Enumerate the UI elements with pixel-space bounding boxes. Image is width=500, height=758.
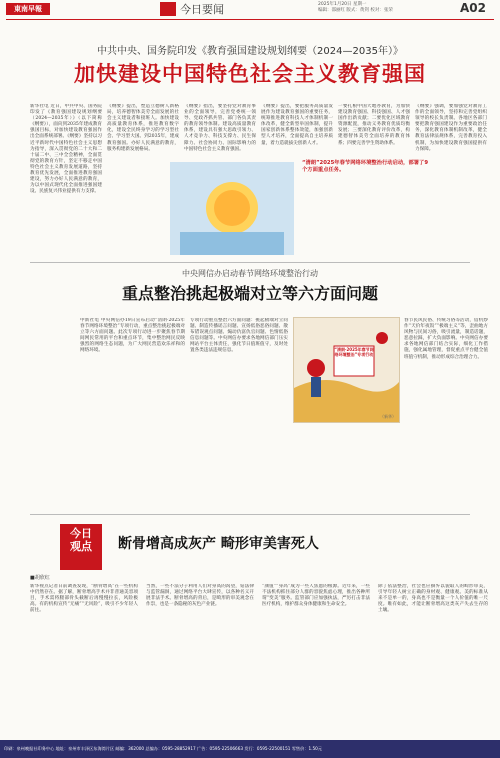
lead-column-3: 《纲要》指出，要坚持党对教育事业的全面领导，完善党委统一领导、党政齐抓共管、部门各负其责的教育领导体制。建设高质量教育体系，建设具有强大思政引领力、人才竞争力、科技支撑力、民生保障力、社会协同力、国际影响力的中国特色社会主义教育强国。 (184, 104, 256, 152)
masthead-rule (6, 19, 494, 20)
badge-line-1: 今日 (70, 527, 92, 540)
feature-column-3: 春节民风民俗、传统习俗等活动，借机炒作“天价年夜饭”“极端主义”等，歪曲地方风物与民间习俗，吸引流量，制造话题，恶意拉踩，扩大负面影响。中央网信办要求各地网信部门结合实际，细化工作措施，强化属地管理，督促重点平台健全值班值守机制，推动形成综合治理合力。 (404, 318, 488, 360)
lead-photo-caption: “清朗”2025年春节网络环境整治行动启动，部署了9个方面重点任务。 (302, 160, 429, 173)
footer-bar (0, 740, 500, 758)
lead-column-5: 一要扎根中国大地办教育，为加快建设教育强国、科技强国、人才强国作出新贡献；二要优化区域教育资源配置，推动义务教育优质均衡发展；三要深化教育评价改革，构建德智体美劳全面培养的教育体系；四要完善学生资助体系。 (338, 104, 410, 146)
badge-line-2: 观点 (70, 540, 92, 553)
newspaper-logo: 東南早報 (6, 3, 50, 15)
issue-info (318, 2, 438, 14)
section-marker-icon (160, 2, 176, 16)
commentary-headline: 断骨增高成灰产 畸形审美害死人 (118, 536, 319, 552)
commentary-badge (60, 524, 102, 570)
section-title: 今日要闻 (180, 3, 224, 16)
sun-illustration-icon (170, 162, 294, 255)
lead-column-6: 《纲要》强调，要加强党对教育工作的全面领导，坚持和完善党组织领导的校长负责制。各地区各部门要把教育强国建设作为重要政治任务，深化教育体制机制改革，健全教育法律法规体系，完善教育投入机制，为加快建设教育强国提供有力保障。 (415, 104, 487, 152)
lead-photo (170, 162, 294, 255)
footer-info: 印刷：泉州晚报社印务中心 地址：泉州市丰泽区东海湾片区 邮编：362000 总编办：0595-28852917 广告：0595-22506663 发行：0595-22500151 零售价：1.50元 (4, 746, 322, 751)
commentary-column-4: 除了依法整治，社会也应摒弃以貌取人的畸形审美，引导年轻人树立正确的身材观、健康观。美的标准从来不是单一的，身高也不是衡量一个人价值的唯一尺度。唯有如此，才能让断骨增高这类灰产失去生存的土壤。 (378, 584, 488, 614)
lead-column-4: 《纲要》提出，要把服务高质量发展作为建设教育强国的重要任务，统筹推进教育科技人才体制机制一体改革，健全新型举国体制，提升国家创新体系整体效能，加强创新型人才培养，全面提高自主培养质量，着力造就拔尖创新人才。 (261, 104, 333, 146)
campaign-illustration-icon (294, 318, 399, 422)
page-number: A02 (460, 1, 486, 15)
commentary-author: ■胡欣红 (30, 575, 50, 581)
commentary-column-3: “颜值”“身高”成为一些人焦虑的根源。近年来，一些不法机构抓住部分人群的容貌焦虑心理，推出各种所谓“变美”服务。监管部门应加强执法，严厉打击非法医疗机构，维护群众身体健康和生命安全。 (262, 584, 370, 608)
feature-headline: 重点整治挑起极端对立等六方面问题 (121, 284, 378, 303)
section-divider (30, 262, 470, 263)
feature-column-2: 专项行动重点整治六方面问题：挑起极端对立问题、制造传播谣言问题、宣扬低俗恶俗问题、散布错误观点问题、煽动仇富仇官问题、色情低俗信息问题等。中央网信办要求各地网信部门压实网站平台主体责任，强化节日值班值守，及时处置各类违法违规信息。 (190, 318, 288, 354)
feature-illustration (293, 317, 400, 423)
commentary-column-1: 新华视点记者日前调查发现，“断骨增高”在一些机构中仍然存在。据了解，断骨增高手术并非普通美容项目，手术需将腿部骨头截断后再慢慢拉长，风险极高。有的机构宣传“无痛”“无风险”，吸引不少年轻人前往。 (30, 584, 138, 614)
issue-date: 2025年1月20日 星期一 (318, 2, 367, 7)
issue-editors: 编辑：邵丽红 版式：黄剑 校对：张荣 (318, 8, 393, 13)
feature-kicker: 中央网信办启动春节网络环境整治行动 (182, 269, 318, 278)
lead-column-1: 新华社电 近日，中共中央、国务院印发了《教育强国建设规划纲要（2024—2035年）》（以下简称《纲要》），面向到2035年建成教育强国目标，对加快建设教育强国作出全面系统部署。《纲要》坚持以习近平新时代中国特色社会主义思想为指导，深入贯彻党的二十大和二十届二中、三中全会精神，全面贯彻党的教育方针，坚定不移走中国特色社会主义教育发展道路，坚持教育优先发展，全面推进教育强国建设，努力办好人民满意的教育，为以中国式现代化全面推进强国建设、民族复兴伟业提供有力支撑。 (30, 104, 102, 195)
illustration-credit: （新华） (380, 414, 396, 419)
section-divider (30, 514, 470, 515)
lead-headline: 加快建设中国特色社会主义教育强国 (74, 62, 426, 86)
commentary-column-2: 当然，一些不法分子利用人们对身高的渴望，钻法律与监管漏洞，通过网络平台大肆宣传，以各种名义开展非法手术。断骨增高的背后，是畸形的审美观念在作祟，也是一条隐秘的灰色产业链。 (146, 584, 254, 608)
feature-column-1: 中新社电 中央网信办19日宣布启动“清朗·2025年春节网络环境整治”专项行动，重点整治挑起极端对立等六方面问题。此次专项行动进一步聚焦春节期间网民常用的平台和重点环节，集中整治网民反映强烈的网络生态问题，为广大网民营造欢乐祥和的网络环境。 (80, 318, 185, 354)
campaign-poster-text: “清朗·2025年春节网络环境整治”专项行动 (334, 347, 374, 357)
lead-kicker: 中共中央、国务院印发《教育强国建设规划纲要（2024—2035年）》 (97, 46, 403, 57)
lead-column-2: 《纲要》提出，塑造立德树人新格局，培养德智体美劳全面发展的社会主义建设者和接班人。加快建设高质量教育体系，推进教育数字化，建设全民终身学习的学习型社会、学习型大国。到2035年，建成教育强国。办好人民满意的教育，服务构建新发展格局。 (107, 104, 179, 152)
masthead (0, 0, 500, 18)
